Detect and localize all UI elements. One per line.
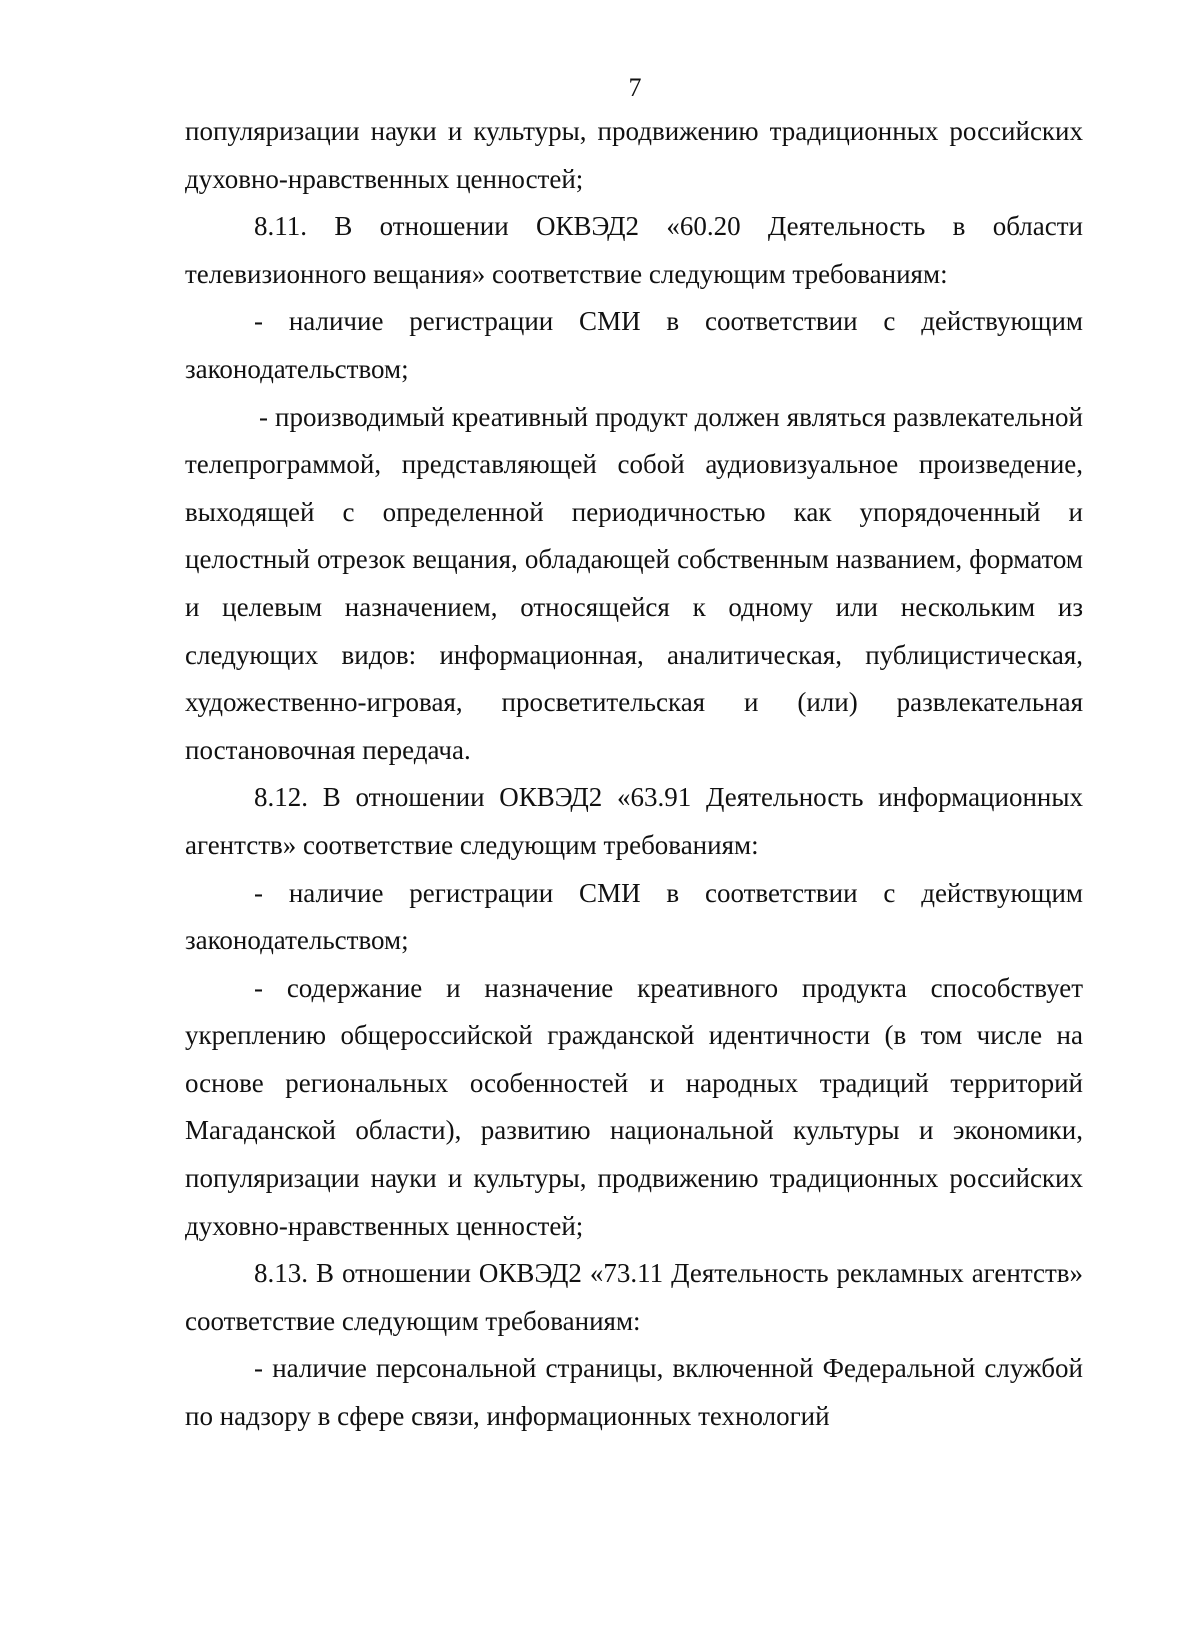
paragraph-8-11: 8.11. В отношении ОКВЭД2 «60.20 Деятельность в области телевизионного вещания» соответствие следующим требованиям: (185, 211, 1083, 289)
list-item-tv-program: - производимый креативный продукт должен являться развлекательной телепрограммой, представляющей собой аудиовизуальное произведение, выходящей с определенной периодичностью как упорядоченный и целостный отрезок вещания, обладающей собственным названием, форматом и целевым назначением, относящейся к одному или нескольким из следующих видов: информационная, аналитическая, публицистическая, художественно-игровая, просветительская и (или) развлекательная постановочная передача. (185, 401, 1083, 765)
paragraph-continuation: популяризации науки и культуры, продвижению традиционных российских духовно-нравственных ценностей; (185, 116, 1083, 194)
document-body (185, 108, 1083, 1441)
list-item-media-registration: - наличие регистрации СМИ в соответствии с действующим законодательством; (185, 877, 1083, 956)
list-item-personal-page: - наличие персональной страницы, включенной Федеральной службой по надзору в сфере связи, информационных технологий (185, 1353, 1083, 1432)
paragraph-8-12: 8.12. В отношении ОКВЭД2 «63.91 Деятельность информационных агентств» соответствие следующим требованиям: (185, 782, 1083, 860)
page-number: 7 (628, 73, 642, 102)
list-item-media-registration: - наличие регистрации СМИ в соответствии с действующим законодательством; (185, 306, 1083, 384)
list-item-product-content: - содержание и назначение креативного продукта способствует укреплению общероссийской гражданской идентичности (в том числе на основе региональных особенностей и народных традиций территорий Магаданской области), развитию национальной культуры и экономики, популяризации науки и культуры, продвижению традиционных российских духовно-нравственных ценностей; (185, 972, 1083, 1241)
paragraph-8-13: 8.13. В отношении ОКВЭД2 «73.11 Деятельность рекламных агентств» соответствие следующим требованиям: (185, 1258, 1083, 1336)
